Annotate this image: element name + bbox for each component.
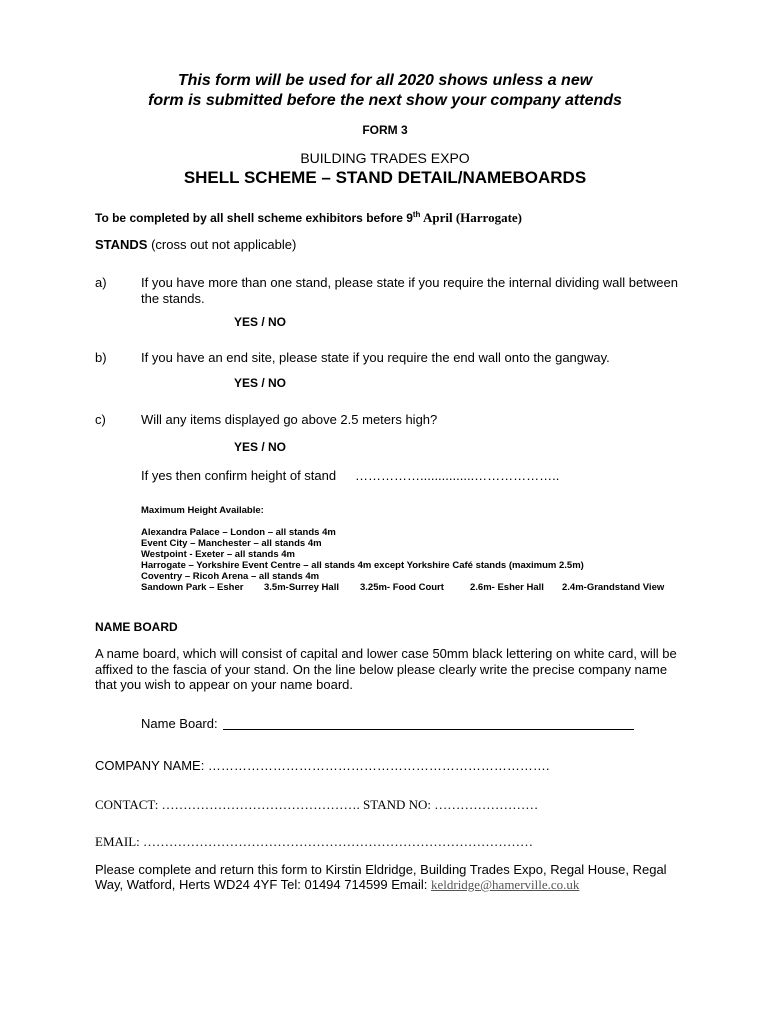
- name-board-text: A name board, which will consist of capital and lower case 50mm black lettering on white card, will be affixed to the fascia of your stand. On the line below please clearly write the precise company name that you wish to appear on your name board.: [95, 646, 677, 692]
- venue-harrogate: Harrogate – Yorkshire Event Centre – all stands 4m except Yorkshire Café stands (maximum 2.5m): [141, 560, 584, 571]
- question-c-answer[interactable]: YES / NO: [234, 440, 287, 454]
- name-board-input-line[interactable]: [223, 729, 634, 730]
- event-name: BUILDING TRADES EXPO: [300, 150, 470, 166]
- sandown-surrey-hall: 3.5m-Surrey Hall: [264, 582, 339, 593]
- question-c-marker: c): [95, 412, 106, 427]
- sandown-esher-hall: 2.6m- Esher Hall: [470, 582, 544, 593]
- company-name-field[interactable]: COMPANY NAME: …………………………………………………………………….: [95, 758, 550, 773]
- page-title: SHELL SCHEME – STAND DETAIL/NAMEBOARDS: [183, 168, 587, 187]
- contact-stand-field[interactable]: CONTACT: ………………………………………. STAND NO: ……………………: [95, 797, 539, 812]
- venue-westpoint: Westpoint - Exeter – all stands 4m: [141, 549, 295, 560]
- question-b-text: If you have an end site, please state if you require the end wall onto the gangway.: [141, 350, 610, 365]
- form-number: FORM 3: [362, 123, 408, 137]
- sandown-food-court: 3.25m- Food Court: [360, 582, 444, 593]
- intro-text: To be completed by all shell scheme exhibitors before 9th April (Harrogate): [95, 210, 523, 225]
- max-height-heading: Maximum Height Available:: [141, 505, 264, 516]
- email-link[interactable]: keldridge@hamerville.co.uk: [430, 877, 580, 892]
- footer-line-1: Please complete and return this form to Kirstin Eldridge, Building Trades Expo, Regal House, Regal: [95, 862, 667, 877]
- footer-line-2: Way, Watford, Herts WD24 4YF Tel: 01494 714599 Email: keldridge@hamerville.co.uk: [95, 877, 580, 892]
- name-board-label: Name Board:: [141, 716, 218, 731]
- venue-event-city: Event City – Manchester – all stands 4m: [141, 538, 322, 549]
- venue-alexandra: Alexandra Palace – London – all stands 4m: [141, 527, 336, 538]
- question-b-answer[interactable]: YES / NO: [234, 376, 287, 390]
- height-field[interactable]: ……………...............………………..: [355, 468, 560, 483]
- question-a-text: If you have more than one stand, please state if you require the internal dividing wall between the stands.: [141, 275, 678, 306]
- height-prompt: If yes then confirm height of stand: [141, 468, 337, 483]
- stands-heading: STANDS (cross out not applicable): [95, 237, 297, 252]
- question-b-marker: b): [95, 350, 107, 365]
- name-board-heading: NAME BOARD: [95, 620, 178, 634]
- question-a-marker: a): [95, 275, 107, 290]
- email-field[interactable]: EMAIL: ………………………………………………………………………………: [95, 834, 534, 849]
- venue-coventry: Coventry – Ricoh Arena – all stands 4m: [141, 571, 320, 582]
- venue-sandown: Sandown Park – Esher: [141, 582, 244, 593]
- notice-line-2: form is submitted before the next show your company attends: [148, 92, 622, 109]
- sandown-grandstand: 2.4m-Grandstand View: [562, 582, 665, 593]
- notice-line-1: This form will be used for all 2020 shows unless a new: [177, 72, 593, 89]
- question-a-answer[interactable]: YES / NO: [234, 315, 287, 329]
- question-c-text: Will any items displayed go above 2.5 meters high?: [141, 412, 438, 427]
